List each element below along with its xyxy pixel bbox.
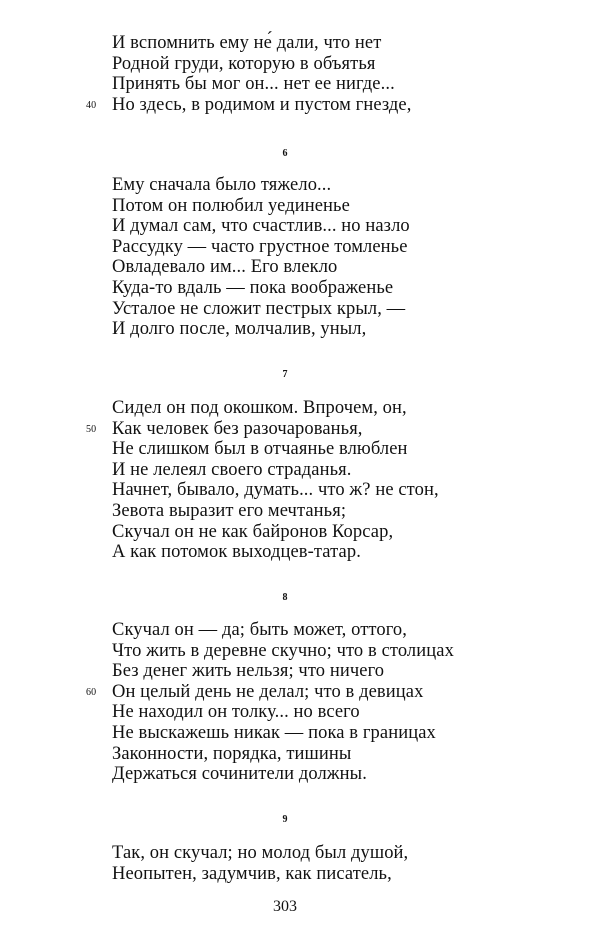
verse-text: Не выскажешь никак — пока в границах [112, 722, 436, 743]
verse-line [112, 864, 572, 885]
verse-line [112, 237, 572, 258]
verse-text: И не лелеял своего страданья. [112, 459, 352, 480]
verse-line [112, 33, 572, 54]
verse-line [86, 681, 572, 703]
verse-text: Ему сначала было тяжело... [112, 175, 332, 195]
verse-line [86, 94, 572, 116]
verse-line [112, 398, 572, 419]
verse-text: Законности, порядка, тишины [112, 743, 352, 764]
verse-line [112, 764, 572, 785]
verse-text: Овладевало им... Его влекло [112, 257, 338, 278]
stanza-6 [112, 175, 572, 340]
verse-line [112, 319, 572, 340]
stanza-number: 7 [282, 369, 288, 380]
verse-line [112, 501, 572, 522]
page-number: 303 [273, 898, 297, 915]
verse-line [112, 744, 572, 765]
verse-text: Держаться сочинители должны. [112, 764, 367, 785]
stanza-5-continuation [86, 33, 572, 115]
verse-text: Что жить в деревне скучно; что в столицах [112, 640, 454, 661]
verse-line [112, 299, 572, 320]
stanza-9 [112, 843, 572, 884]
verse-line [112, 843, 572, 864]
stanza-number: 6 [282, 148, 288, 159]
verse-text: Начнет, бывало, думать... что ж? не стон, [112, 480, 439, 501]
verse-line [112, 460, 572, 481]
verse-text: Потом он полюбил уединенье [112, 195, 350, 216]
verse-text: И вспомнить ему не́ дали, что нет [112, 33, 382, 53]
verse-line [112, 620, 572, 641]
verse-line [112, 480, 572, 501]
stanza-number: 8 [282, 592, 288, 603]
verse-text: Без денег жить нельзя; что ничего [112, 661, 385, 682]
verse-text: Как человек без разочарованья, [112, 418, 363, 439]
verse-text: Не находил он толку... но всего [112, 702, 360, 723]
verse-line [112, 661, 572, 682]
verse-text: Неопытен, задумчив, как писатель, [112, 863, 392, 884]
line-number: 50 [86, 423, 97, 435]
verse-line [112, 74, 572, 95]
verse-text: Но здесь, в родимом и пустом гнезде, [112, 94, 412, 115]
line-number: 60 [86, 686, 97, 698]
verse-text: Родной груди, которую в объятья [112, 53, 376, 74]
verse-text: Принять бы мог он... нет ее нигде... [112, 74, 395, 95]
verse-line [112, 278, 572, 299]
verse-line [112, 54, 572, 75]
stanza-number: 9 [282, 814, 288, 825]
verse-line [112, 723, 572, 744]
verse-line [112, 641, 572, 662]
verse-line [86, 418, 572, 440]
verse-text: Куда-то вдаль — пока воображенье [112, 277, 394, 298]
verse-line [112, 216, 572, 237]
verse-line [112, 522, 572, 543]
verse-line [112, 257, 572, 278]
stanza-7 [86, 398, 572, 563]
verse-text: Зевота выразит его мечтанья; [112, 500, 347, 521]
verse-text: А как потомок выходцев-татар. [112, 542, 361, 563]
stanza-8 [86, 620, 572, 785]
verse-line [112, 175, 572, 196]
verse-line [112, 439, 572, 460]
verse-line [112, 702, 572, 723]
line-number: 40 [86, 99, 97, 111]
verse-line [112, 542, 572, 563]
verse-text: Сидел он под окошком. Впрочем, он, [112, 398, 407, 418]
verse-text: Он целый день не делал; что в девицах [112, 681, 424, 702]
verse-text: И долго после, молчалив, уныл, [112, 319, 367, 340]
verse-text: Усталое не сложит пестрых крыл, — [112, 298, 406, 319]
verse-text: И думал сам, что счастлив... но назло [112, 216, 410, 237]
verse-text: Не слишком был в отчаянье влюблен [112, 439, 408, 460]
verse-text: Скучал он не как байронов Корсар, [112, 521, 394, 542]
verse-line [112, 196, 572, 217]
verse-text: Рассудку — часто грустное томленье [112, 236, 408, 257]
verse-text: Так, он скучал; но молод был душой, [112, 843, 409, 863]
verse-text: Скучал он — да; быть может, оттого, [112, 620, 408, 640]
